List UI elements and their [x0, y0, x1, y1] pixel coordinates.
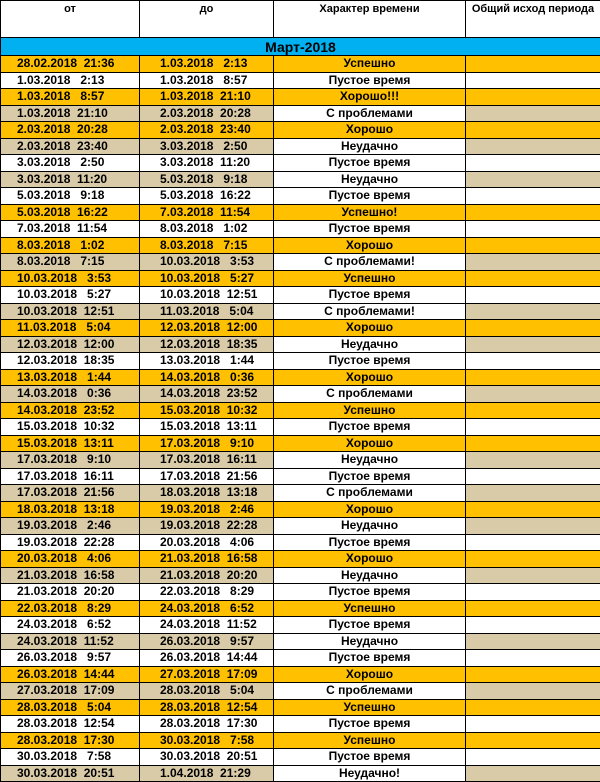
from-cell: 17.03.2018 21:56: [1, 485, 140, 502]
to-cell: 12.03.2018 12:00: [140, 320, 274, 337]
table-row: [1, 716, 600, 733]
nature-cell: Неудачно: [274, 138, 466, 155]
from-cell: 2.03.2018 23:40: [1, 138, 140, 155]
from-cell: 1.03.2018 8:57: [1, 89, 140, 106]
outcome-cell: [466, 72, 600, 89]
to-cell: 18.03.2018 13:18: [140, 485, 274, 502]
nature-cell: С проблемами: [274, 485, 466, 502]
from-cell: 2.03.2018 20:28: [1, 122, 140, 139]
nature-cell: Хорошо: [274, 320, 466, 337]
table-row: [1, 353, 600, 370]
nature-cell: Успешно!: [274, 204, 466, 221]
table-row: [1, 72, 600, 89]
from-cell: 8.03.2018 1:02: [1, 237, 140, 254]
nature-cell: Хорошо: [274, 122, 466, 139]
nature-cell: Хорошо: [274, 501, 466, 518]
to-cell: 1.03.2018 21:10: [140, 89, 274, 106]
nature-cell: Пустое время: [274, 468, 466, 485]
outcome-cell: [466, 666, 600, 683]
outcome-cell: [466, 452, 600, 469]
nature-cell: Хорошо: [274, 435, 466, 452]
table-row: [1, 138, 600, 155]
outcome-cell: [466, 650, 600, 667]
nature-cell: Пустое время: [274, 716, 466, 733]
table-row: [1, 171, 600, 188]
nature-cell: Хорошо: [274, 237, 466, 254]
table-row: [1, 89, 600, 106]
nature-cell: Неудачно: [274, 567, 466, 584]
from-cell: 15.03.2018 10:32: [1, 419, 140, 436]
outcome-cell: [466, 138, 600, 155]
outcome-cell: [466, 518, 600, 535]
nature-cell: Хорошо: [274, 551, 466, 568]
table-row: [1, 732, 600, 749]
outcome-cell: [466, 105, 600, 122]
table-row: [1, 188, 600, 205]
to-cell: 3.03.2018 2:50: [140, 138, 274, 155]
to-cell: 21.03.2018 20:20: [140, 567, 274, 584]
table-row: [1, 749, 600, 766]
to-cell: 2.03.2018 20:28: [140, 105, 274, 122]
from-cell: 20.03.2018 4:06: [1, 551, 140, 568]
from-cell: 30.03.2018 7:58: [1, 749, 140, 766]
nature-cell: Хорошо: [274, 369, 466, 386]
table-row: [1, 567, 600, 584]
to-cell: 27.03.2018 17:09: [140, 666, 274, 683]
to-cell: 15.03.2018 13:11: [140, 419, 274, 436]
outcome-cell: [466, 353, 600, 370]
outcome-cell: [466, 270, 600, 287]
outcome-cell: [466, 683, 600, 700]
nature-cell: Пустое время: [274, 155, 466, 172]
to-cell: 15.03.2018 10:32: [140, 402, 274, 419]
to-cell: 3.03.2018 11:20: [140, 155, 274, 172]
table-row: [1, 204, 600, 221]
nature-cell: Неудачно: [274, 171, 466, 188]
table-row: [1, 320, 600, 337]
outcome-cell: [466, 617, 600, 634]
to-cell: 5.03.2018 16:22: [140, 188, 274, 205]
outcome-cell: [466, 336, 600, 353]
to-cell: 24.03.2018 6:52: [140, 600, 274, 617]
outcome-cell: [466, 501, 600, 518]
table-row: [1, 419, 600, 436]
outcome-cell: [466, 122, 600, 139]
outcome-cell: [466, 419, 600, 436]
table-row: [1, 402, 600, 419]
nature-cell: Успешно: [274, 600, 466, 617]
outcome-cell: [466, 534, 600, 551]
outcome-cell: [466, 89, 600, 106]
outcome-cell: [466, 732, 600, 749]
nature-cell: С проблемами!: [274, 303, 466, 320]
from-cell: 17.03.2018 9:10: [1, 452, 140, 469]
from-cell: 26.03.2018 9:57: [1, 650, 140, 667]
nature-cell: Пустое время: [274, 221, 466, 238]
to-cell: 30.03.2018 7:58: [140, 732, 274, 749]
from-cell: 3.03.2018 11:20: [1, 171, 140, 188]
outcome-cell: [466, 386, 600, 403]
from-cell: 10.03.2018 5:27: [1, 287, 140, 304]
table-row: [1, 254, 600, 271]
from-cell: 10.03.2018 3:53: [1, 270, 140, 287]
nature-cell: Пустое время: [274, 617, 466, 634]
header-to: до: [140, 1, 274, 38]
nature-cell: С проблемами: [274, 683, 466, 700]
to-cell: 28.03.2018 17:30: [140, 716, 274, 733]
table-row: [1, 221, 600, 238]
to-cell: 19.03.2018 2:46: [140, 501, 274, 518]
table-row: [1, 386, 600, 403]
header-row: [1, 1, 600, 38]
nature-cell: Пустое время: [274, 419, 466, 436]
table-row: [1, 633, 600, 650]
from-cell: 17.03.2018 16:11: [1, 468, 140, 485]
outcome-cell: [466, 287, 600, 304]
to-cell: 28.03.2018 12:54: [140, 699, 274, 716]
table-row: [1, 435, 600, 452]
from-cell: 8.03.2018 7:15: [1, 254, 140, 271]
table-row: [1, 617, 600, 634]
from-cell: 12.03.2018 12:00: [1, 336, 140, 353]
outcome-cell: [466, 749, 600, 766]
header-outcome: Общий исход периода: [466, 1, 600, 38]
from-cell: 27.03.2018 17:09: [1, 683, 140, 700]
table-row: [1, 534, 600, 551]
to-cell: 26.03.2018 9:57: [140, 633, 274, 650]
from-cell: 14.03.2018 0:36: [1, 386, 140, 403]
to-cell: 17.03.2018 9:10: [140, 435, 274, 452]
table-row: [1, 485, 600, 502]
table-row: [1, 468, 600, 485]
nature-cell: Пустое время: [274, 534, 466, 551]
from-cell: 28.03.2018 17:30: [1, 732, 140, 749]
table-row: [1, 765, 600, 782]
to-cell: 20.03.2018 4:06: [140, 534, 274, 551]
outcome-cell: [466, 303, 600, 320]
from-cell: 28.03.2018 5:04: [1, 699, 140, 716]
month-row: [1, 38, 600, 56]
outcome-cell: [466, 221, 600, 238]
outcome-cell: [466, 188, 600, 205]
from-cell: 30.03.2018 20:51: [1, 765, 140, 782]
nature-cell: Неудачно: [274, 452, 466, 469]
header-nature: Характер времени: [274, 1, 466, 38]
from-cell: 3.03.2018 2:50: [1, 155, 140, 172]
outcome-cell: [466, 765, 600, 782]
table-row: [1, 518, 600, 535]
nature-cell: Пустое время: [274, 650, 466, 667]
outcome-cell: [466, 633, 600, 650]
table-row: [1, 155, 600, 172]
from-cell: 5.03.2018 16:22: [1, 204, 140, 221]
to-cell: 21.03.2018 16:58: [140, 551, 274, 568]
table-row: [1, 551, 600, 568]
outcome-cell: [466, 468, 600, 485]
header-from: от: [1, 1, 140, 38]
nature-cell: Неудачно: [274, 633, 466, 650]
outcome-cell: [466, 435, 600, 452]
from-cell: 24.03.2018 6:52: [1, 617, 140, 634]
table-row: [1, 650, 600, 667]
table-row: [1, 369, 600, 386]
to-cell: 17.03.2018 16:11: [140, 452, 274, 469]
nature-cell: Неудачно: [274, 518, 466, 535]
outcome-cell: [466, 716, 600, 733]
from-cell: 1.03.2018 2:13: [1, 72, 140, 89]
from-cell: 5.03.2018 9:18: [1, 188, 140, 205]
nature-cell: Пустое время: [274, 287, 466, 304]
table-row: [1, 105, 600, 122]
from-cell: 7.03.2018 11:54: [1, 221, 140, 238]
to-cell: 14.03.2018 23:52: [140, 386, 274, 403]
outcome-cell: [466, 567, 600, 584]
to-cell: 19.03.2018 22:28: [140, 518, 274, 535]
to-cell: 8.03.2018 7:15: [140, 237, 274, 254]
nature-cell: Успешно: [274, 270, 466, 287]
from-cell: 21.03.2018 16:58: [1, 567, 140, 584]
outcome-cell: [466, 485, 600, 502]
nature-cell: Пустое время: [274, 584, 466, 601]
outcome-cell: [466, 369, 600, 386]
nature-cell: Успешно: [274, 699, 466, 716]
nature-cell: С проблемами!: [274, 254, 466, 271]
month-title: Март-2018: [1, 38, 600, 56]
table-row: [1, 270, 600, 287]
outcome-cell: [466, 320, 600, 337]
from-cell: 1.03.2018 21:10: [1, 105, 140, 122]
to-cell: 10.03.2018 12:51: [140, 287, 274, 304]
table-row: [1, 501, 600, 518]
to-cell: 1.04.2018 21:29: [140, 765, 274, 782]
to-cell: 5.03.2018 9:18: [140, 171, 274, 188]
table-row: [1, 303, 600, 320]
to-cell: 1.03.2018 8:57: [140, 72, 274, 89]
table-row: [1, 452, 600, 469]
table-row: [1, 56, 600, 73]
table-row: [1, 699, 600, 716]
nature-cell: С проблемами: [274, 105, 466, 122]
to-cell: 7.03.2018 11:54: [140, 204, 274, 221]
from-cell: 11.03.2018 5:04: [1, 320, 140, 337]
nature-cell: С проблемами: [274, 386, 466, 403]
from-cell: 19.03.2018 2:46: [1, 518, 140, 535]
nature-cell: Успешно: [274, 56, 466, 73]
from-cell: 19.03.2018 22:28: [1, 534, 140, 551]
from-cell: 15.03.2018 13:11: [1, 435, 140, 452]
to-cell: 10.03.2018 3:53: [140, 254, 274, 271]
from-cell: 10.03.2018 12:51: [1, 303, 140, 320]
outcome-cell: [466, 254, 600, 271]
outcome-cell: [466, 171, 600, 188]
table-row: [1, 336, 600, 353]
outcome-cell: [466, 600, 600, 617]
nature-cell: Хорошо: [274, 666, 466, 683]
nature-cell: Хорошо!!!: [274, 89, 466, 106]
outcome-cell: [466, 204, 600, 221]
to-cell: 30.03.2018 20:51: [140, 749, 274, 766]
nature-cell: Пустое время: [274, 188, 466, 205]
from-cell: 18.03.2018 13:18: [1, 501, 140, 518]
outcome-cell: [466, 237, 600, 254]
table-row: [1, 122, 600, 139]
to-cell: 26.03.2018 14:44: [140, 650, 274, 667]
nature-cell: Пустое время: [274, 749, 466, 766]
to-cell: 14.03.2018 0:36: [140, 369, 274, 386]
to-cell: 1.03.2018 2:13: [140, 56, 274, 73]
from-cell: 28.02.2018 21:36: [1, 56, 140, 73]
outcome-cell: [466, 56, 600, 73]
outcome-cell: [466, 155, 600, 172]
to-cell: 22.03.2018 8:29: [140, 584, 274, 601]
nature-cell: Пустое время: [274, 353, 466, 370]
from-cell: 12.03.2018 18:35: [1, 353, 140, 370]
outcome-cell: [466, 584, 600, 601]
from-cell: 13.03.2018 1:44: [1, 369, 140, 386]
from-cell: 21.03.2018 20:20: [1, 584, 140, 601]
outcome-cell: [466, 699, 600, 716]
from-cell: 28.03.2018 12:54: [1, 716, 140, 733]
nature-cell: Неудачно: [274, 336, 466, 353]
nature-cell: Успешно: [274, 732, 466, 749]
to-cell: 12.03.2018 18:35: [140, 336, 274, 353]
nature-cell: Неудачно!: [274, 765, 466, 782]
to-cell: 2.03.2018 23:40: [140, 122, 274, 139]
table-row: [1, 287, 600, 304]
outcome-cell: [466, 551, 600, 568]
table-row: [1, 237, 600, 254]
table-row: [1, 584, 600, 601]
from-cell: 24.03.2018 11:52: [1, 633, 140, 650]
nature-cell: Успешно: [274, 402, 466, 419]
to-cell: 28.03.2018 5:04: [140, 683, 274, 700]
table-row: [1, 683, 600, 700]
nature-cell: Пустое время: [274, 72, 466, 89]
from-cell: 26.03.2018 14:44: [1, 666, 140, 683]
to-cell: 10.03.2018 5:27: [140, 270, 274, 287]
to-cell: 11.03.2018 5:04: [140, 303, 274, 320]
to-cell: 24.03.2018 11:52: [140, 617, 274, 634]
table-row: [1, 600, 600, 617]
from-cell: 14.03.2018 23:52: [1, 402, 140, 419]
from-cell: 22.03.2018 8:29: [1, 600, 140, 617]
outcome-cell: [466, 402, 600, 419]
to-cell: 13.03.2018 1:44: [140, 353, 274, 370]
to-cell: 8.03.2018 1:02: [140, 221, 274, 238]
table-row: [1, 666, 600, 683]
to-cell: 17.03.2018 21:56: [140, 468, 274, 485]
